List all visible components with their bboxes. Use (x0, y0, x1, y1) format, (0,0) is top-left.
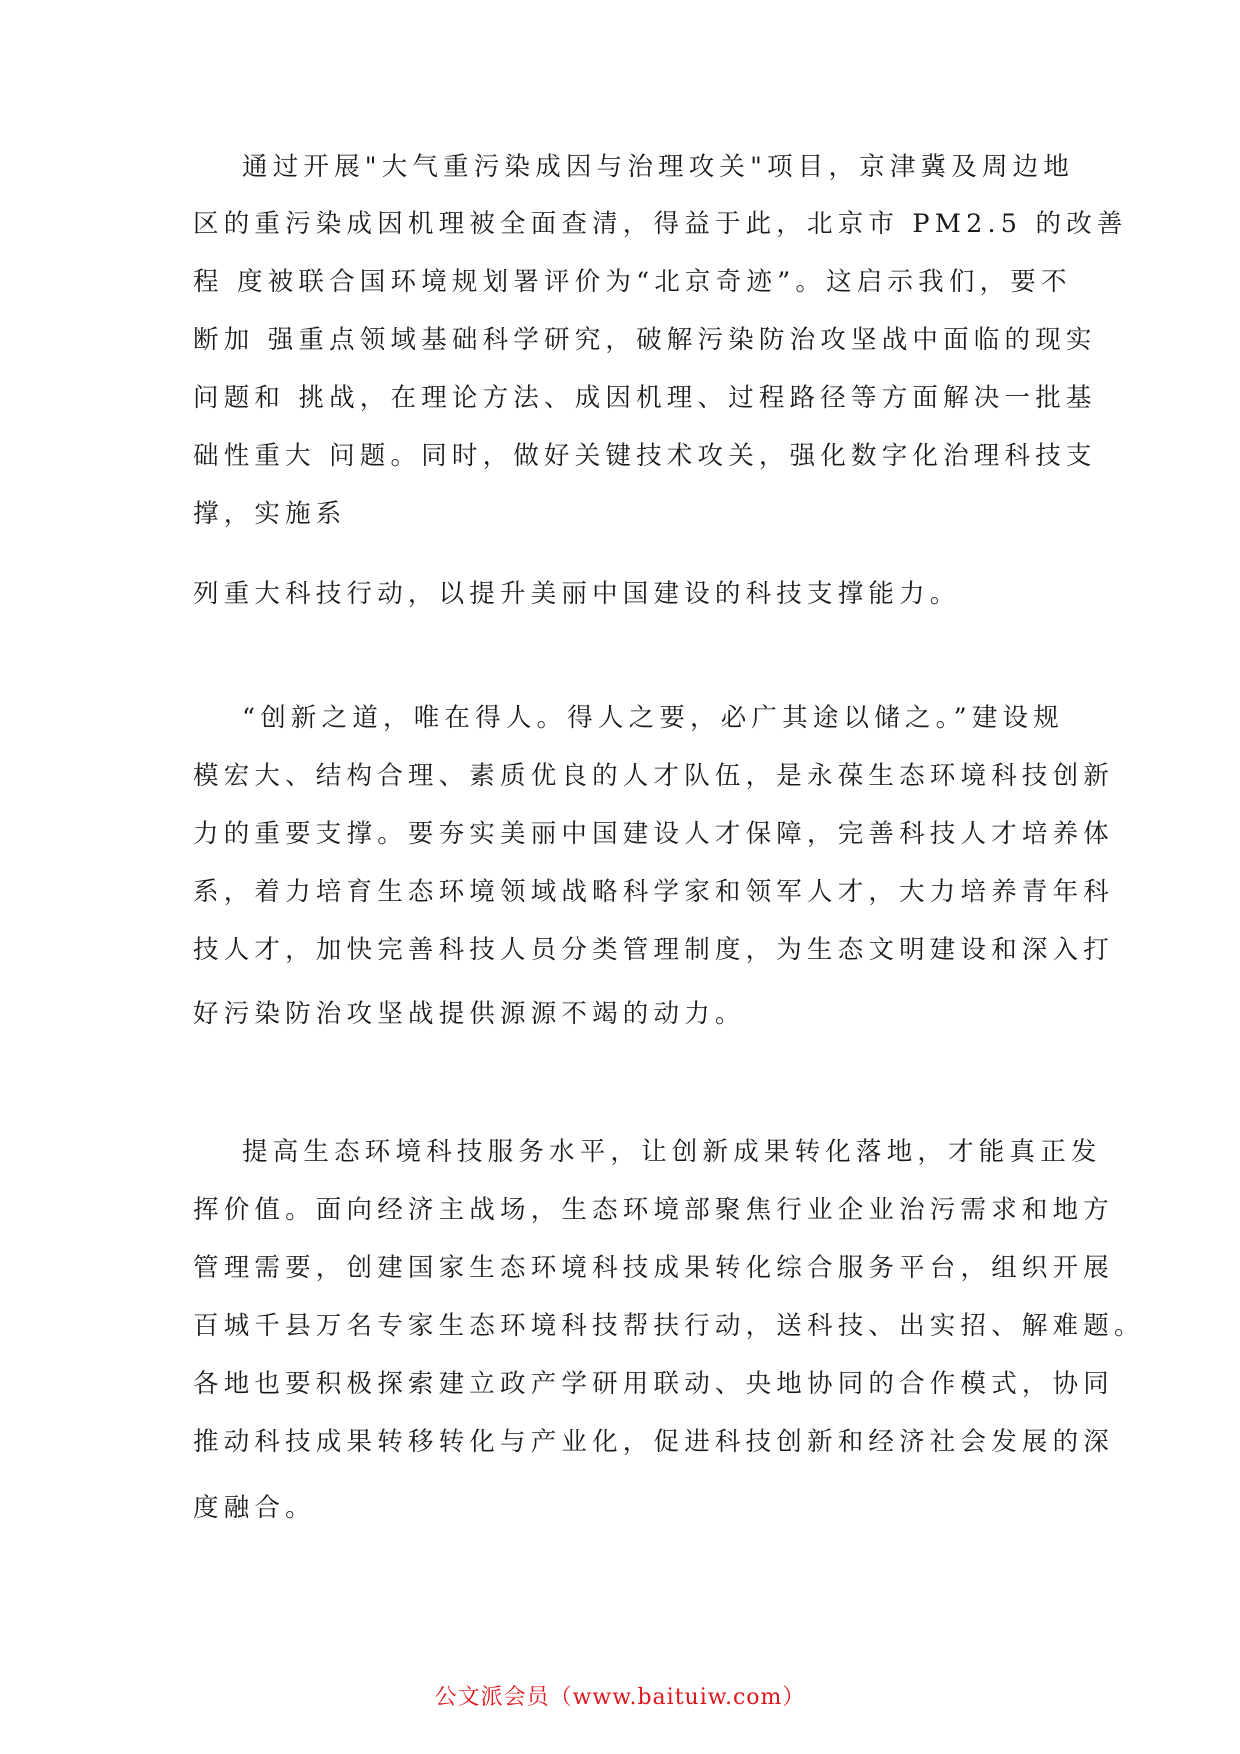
footer-watermark: 公文派会员（www.baituiw.com） (434, 1685, 806, 1710)
paragraph-line: 度融合。 (193, 1493, 316, 1523)
paragraph-line: 百城千县万名专家生态环境科技帮扶行动，送科技、出实招、解难题。 (193, 1311, 1145, 1341)
paragraph-line: 模宏大、结构合理、素质优良的人才队伍，是永葆生态环境科技创新 (193, 761, 1115, 791)
paragraph-line: 力的重要支撑。要夯实美丽中国建设人才保障，完善科技人才培养体 (193, 819, 1115, 849)
paragraph-line: 挥价值。面向经济主战场，生态环境部聚焦行业企业治污需求和地方 (193, 1195, 1115, 1225)
paragraph-line: 好污染防治攻坚战提供源源不竭的动力。 (193, 999, 746, 1029)
paragraph-line: 管理需要，创建国家生态环境科技成果转化综合服务平台，组织开展 (193, 1253, 1115, 1283)
paragraph-line: 各地也要积极探索建立政产学研用联动、央地协同的合作模式，协同 (193, 1369, 1115, 1399)
paragraph-line: 断加 强重点领域基础科学研究，破解污染防治攻坚战中面临的现实 (193, 325, 1097, 355)
paragraph-line: 程 度被联合国环境规划署评价为“北京奇迹”。这启示我们，要不 (193, 267, 1072, 297)
paragraph-line: 系，着力培育生态环境领域战略科学家和领军人才，大力培养青年科 (193, 877, 1115, 907)
paragraph-line: “创新之道，唯在得人。得人之要，必广其途以储之。”建设规 (242, 703, 1064, 733)
paragraph-line: 列重大科技行动，以提升美丽中国建设的科技支撑能力。 (193, 579, 961, 609)
paragraph-line: 撑，实施系 (193, 499, 347, 529)
paragraph-line: 问题和 挑战，在理论方法、成因机理、过程路径等方面解决一批基 (193, 383, 1097, 413)
paragraph-line: 提高生态环境科技服务水平，让创新成果转化落地，才能真正发 (242, 1137, 1102, 1167)
paragraph-line: 础性重大 问题。同时，做好关键技术攻关，强化数字化治理科技支 (193, 441, 1097, 471)
paragraph-line: 通过开展"大气重污染成因与治理攻关"项目，京津冀及周边地 (242, 152, 1075, 182)
paragraph-line: 技人才，加快完善科技人员分类管理制度，为生态文明建设和深入打 (193, 935, 1115, 965)
paragraph-line: 推动科技成果转移转化与产业化，促进科技创新和经济社会发展的深 (193, 1427, 1115, 1457)
paragraph-line: 区的重污染成因机理被全面查清，得益于此，北京市 PM2.5 的改善 (193, 209, 1128, 239)
